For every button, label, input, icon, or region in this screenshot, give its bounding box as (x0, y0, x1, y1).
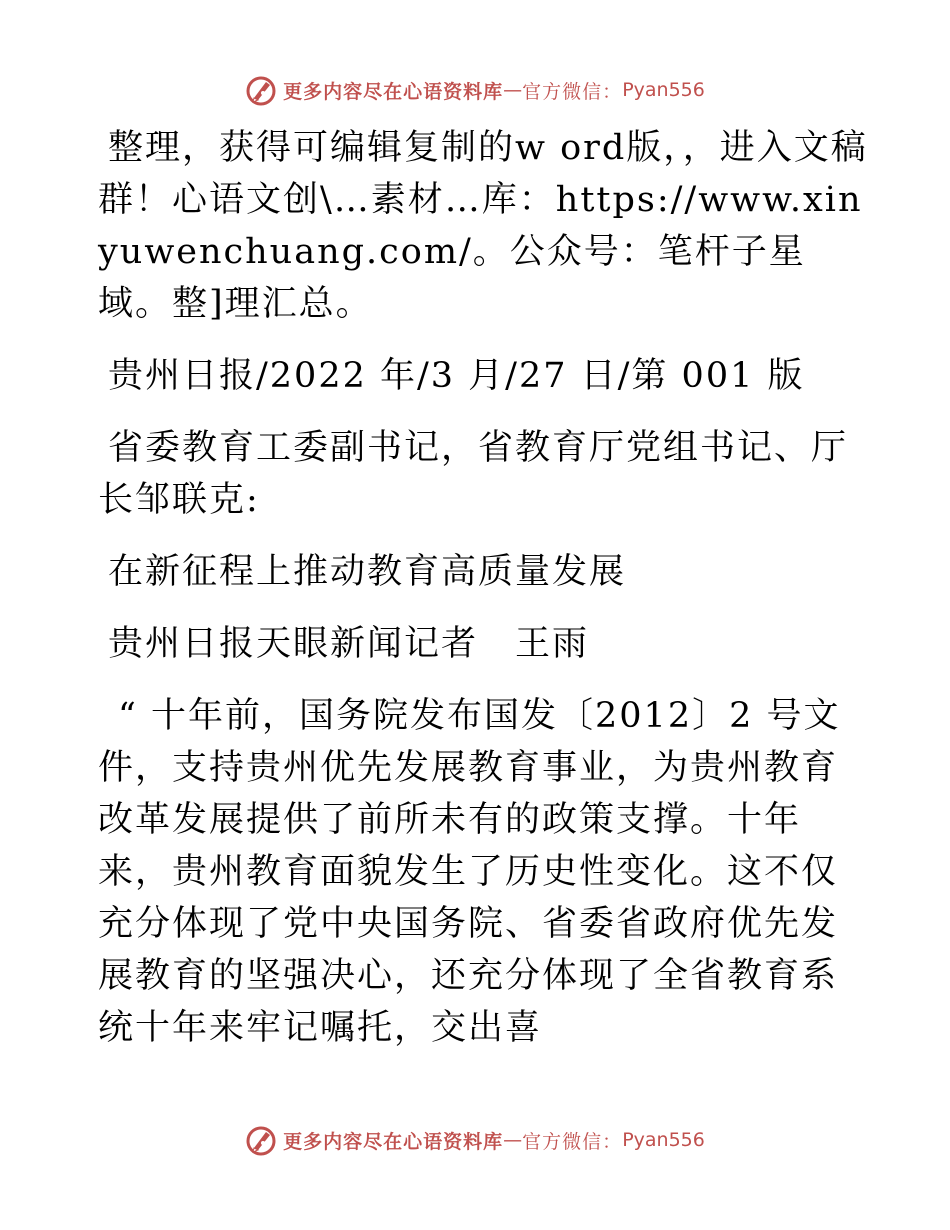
header-banner (0, 70, 950, 110)
pen-logo-icon (245, 1124, 277, 1156)
interviewee-line: 省委教育工委副书记，省教育厅党组书记、厅长邹联克: (98, 428, 849, 520)
source-line: 贵州日报/2022 年/3 月/27 日/第 001 版 (108, 356, 805, 396)
banner-wechat-label: 官方微信： (522, 80, 623, 103)
banner-brand-text: 更多内容尽在心语资料库 (283, 1130, 504, 1153)
body-paragraph: “ 十年前，国务院发布国发〔2012〕2 号文件，支持贵州优先发展教育事业，为贵州教育改革发展提供了前所未有的政策支撑。十年来，贵州教育面貌发生了历史性变化。这不仅充分体现了党中央国务院、省委省政府优先发展教育的坚强决心，还充分体现了全省教育系统十年来牢记嘱托，交出喜 (98, 696, 841, 1048)
document-body (98, 122, 868, 1074)
article-headline: 在新征程上推动教育高质量发展 (108, 552, 627, 592)
intro-paragraph: 整理，获得可编辑复制的w ord版，，进入文稿群！心语文创\…素材…库：https://www.xinyuwenchuang.com/。公众号：笔杆子星域。整]理汇总。 (98, 128, 868, 324)
banner-brand-text: 更多内容尽在心语资料库 (283, 80, 504, 103)
pen-logo-icon (245, 74, 277, 106)
banner-wechat-handle: Pyan556 (622, 1129, 705, 1151)
footer-banner (0, 1120, 950, 1160)
banner-separator: — (503, 1129, 523, 1151)
banner-wechat-handle: Pyan556 (622, 79, 705, 101)
banner-separator: — (503, 79, 523, 101)
banner-wechat-label: 官方微信： (522, 1130, 623, 1153)
byline: 贵州日报天眼新闻记者 王雨 (108, 624, 590, 664)
